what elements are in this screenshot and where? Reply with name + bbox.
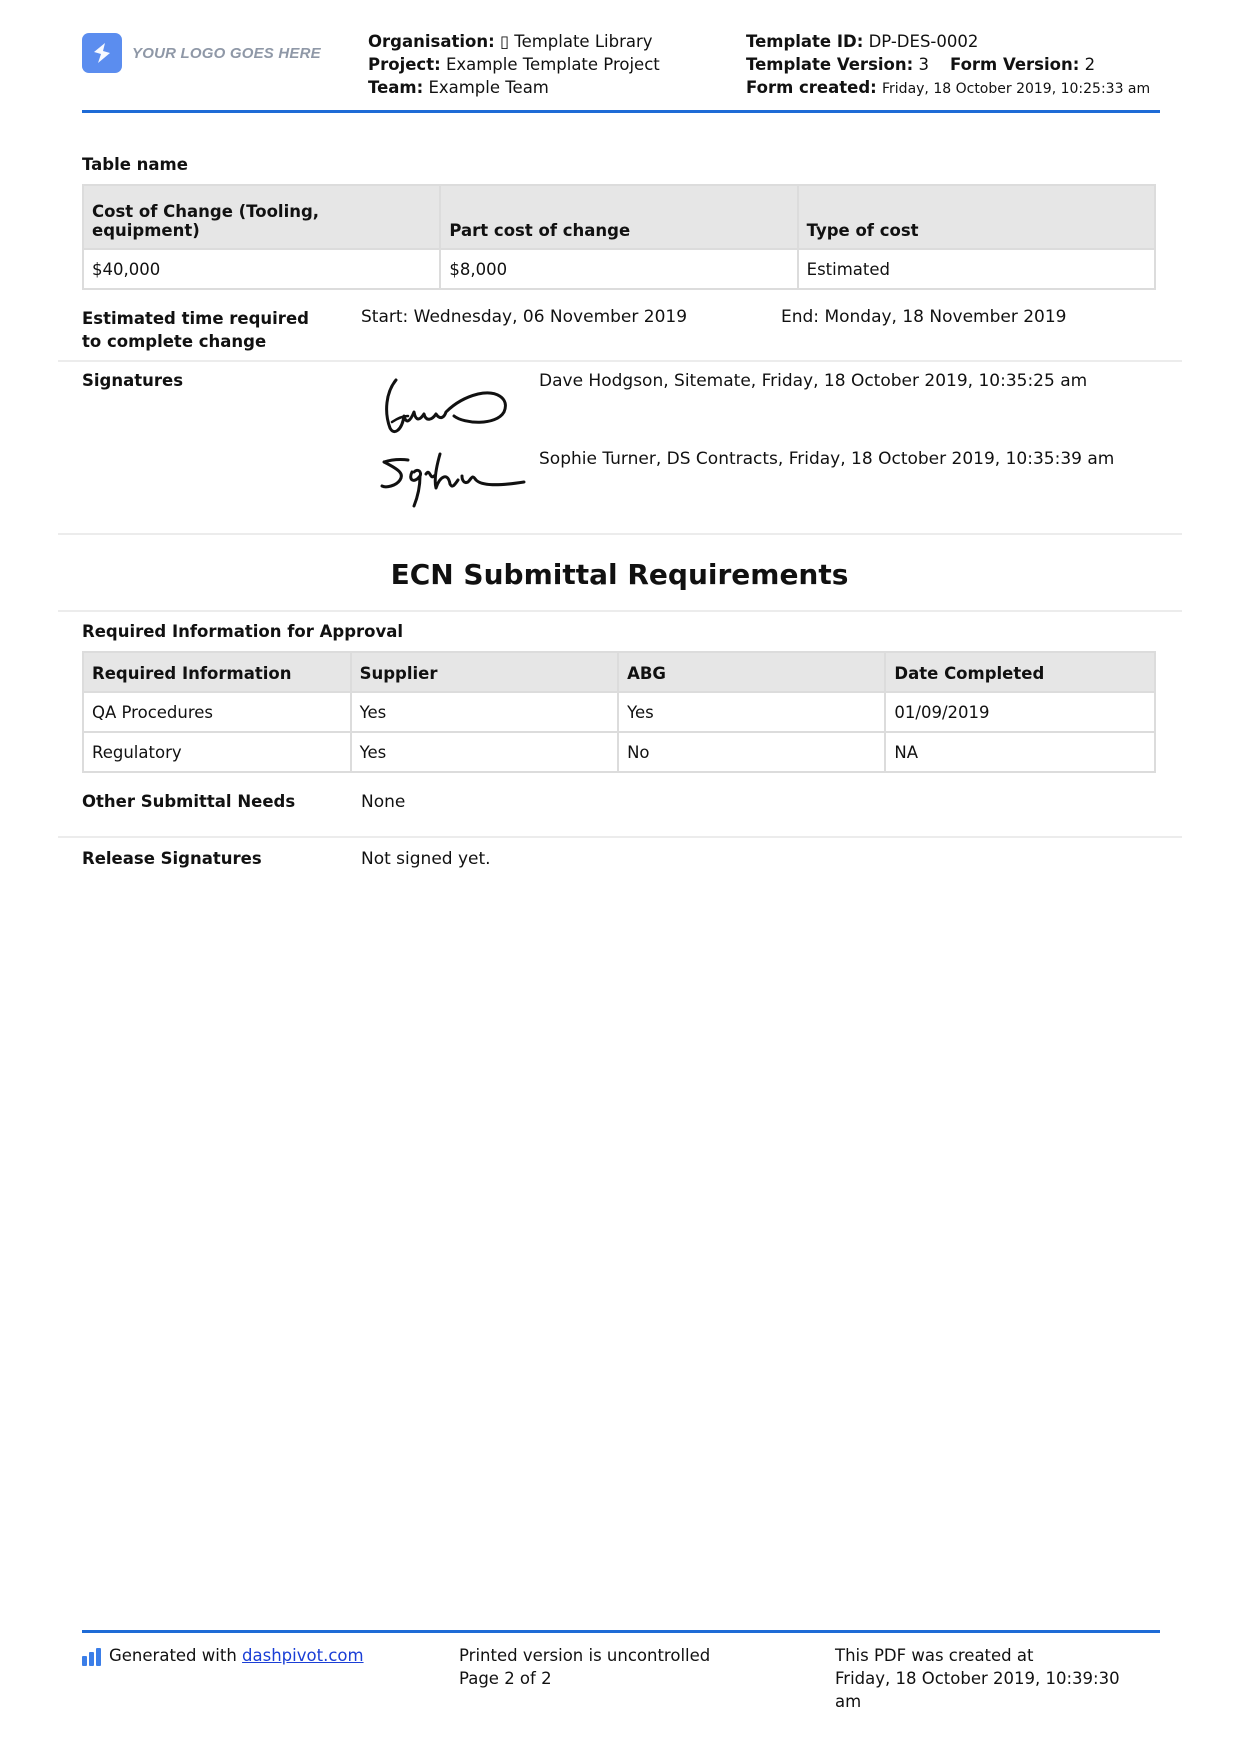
- table-cell: No: [618, 732, 885, 772]
- table-cell: Yes: [351, 732, 618, 772]
- company-logo: [82, 33, 321, 73]
- section-divider: [58, 836, 1182, 838]
- section-title: ECN Submittal Requirements: [390, 558, 849, 591]
- organisation-icon: ▯: [499, 32, 510, 51]
- table-cell: $8,000: [440, 249, 797, 289]
- team-label: Team:: [368, 78, 424, 97]
- cost-table: [82, 184, 1156, 290]
- table-header-row: [83, 185, 1155, 249]
- table-cell: Estimated: [798, 249, 1155, 289]
- signatures-label: Signatures: [82, 371, 184, 390]
- form-created-value: Friday, 18 October 2019, 10:25:33 am: [882, 81, 1151, 97]
- header-divider: [82, 110, 1160, 113]
- page-number: Page 2 of 2: [459, 1669, 552, 1688]
- footer-divider: [82, 1630, 1160, 1633]
- approval-table-title: Required Information for Approval: [82, 622, 404, 641]
- table-cell: NA: [885, 732, 1155, 772]
- uncontrolled-text: Printed version is uncontrolled: [459, 1646, 711, 1665]
- table-header-cell: Part cost of change: [440, 185, 797, 249]
- other-needs-label: Other Submittal Needs: [82, 792, 296, 811]
- table-header-cell: Required Information: [83, 652, 351, 692]
- table-row: [83, 249, 1155, 289]
- team-value: Example Team: [428, 78, 549, 97]
- table-cell: Yes: [618, 692, 885, 732]
- created-line-2: Friday, 18 October 2019, 10:39:30: [835, 1669, 1120, 1688]
- table-header-cell: Supplier: [351, 652, 618, 692]
- footer-generated: [82, 1644, 364, 1667]
- template-version-label: Template Version:: [746, 55, 914, 74]
- signature-text-1: Dave Hodgson, Sitemate, Friday, 18 October 2019, 10:35:25 am: [539, 371, 1088, 391]
- logo-icon: [82, 33, 122, 73]
- table-row: [83, 732, 1155, 772]
- form-created-label: Form created:: [746, 78, 877, 97]
- table-cell: Yes: [351, 692, 618, 732]
- form-version-label: Form Version:: [949, 55, 1080, 74]
- table-header-cell: ABG: [618, 652, 885, 692]
- other-needs-value: None: [361, 792, 406, 812]
- section-divider: [58, 360, 1182, 362]
- template-id-label: Template ID:: [746, 32, 864, 51]
- dashpivot-icon: [82, 1648, 101, 1666]
- page-header: [82, 30, 1160, 112]
- table-header-cell: Date Completed: [885, 652, 1155, 692]
- table-header-cell: Cost of Change (Tooling, equipment): [83, 185, 440, 249]
- organisation-label: Organisation:: [368, 32, 495, 51]
- table-cell: Regulatory: [83, 732, 351, 772]
- table-header-row: [83, 652, 1155, 692]
- release-signatures-value: Not signed yet.: [361, 849, 491, 869]
- footer-created: [835, 1644, 1135, 1713]
- time-required-end: End: Monday, 18 November 2019: [781, 307, 1067, 327]
- signature-text-2: Sophie Turner, DS Contracts, Friday, 18 October 2019, 10:35:39 am: [539, 449, 1115, 469]
- section-divider: [58, 533, 1182, 535]
- time-required-label: Estimated time required to complete change: [82, 309, 309, 351]
- template-version-value: 3: [918, 55, 929, 74]
- time-required-start: Start: Wednesday, 06 November 2019: [361, 307, 688, 327]
- project-value: Example Template Project: [445, 55, 660, 74]
- footer-uncontrolled: [459, 1644, 710, 1690]
- release-signatures-label: Release Signatures: [82, 849, 262, 868]
- table-cell: $40,000: [83, 249, 440, 289]
- header-org-info: [368, 30, 660, 99]
- organisation-value: Template Library: [514, 32, 653, 51]
- created-line-1: This PDF was created at: [835, 1646, 1034, 1665]
- generated-prefix: Generated with: [109, 1646, 237, 1665]
- created-line-3: am: [835, 1692, 862, 1711]
- table-row: [83, 692, 1155, 732]
- template-id-value: DP-DES-0002: [868, 32, 979, 51]
- signature-image-2: [378, 450, 528, 515]
- cost-table-title: Table name: [82, 155, 188, 174]
- table-cell: QA Procedures: [83, 692, 351, 732]
- form-version-value: 2: [1084, 55, 1096, 74]
- approval-table: [82, 651, 1156, 773]
- table-header-cell: Type of cost: [798, 185, 1155, 249]
- table-cell: 01/09/2019: [885, 692, 1155, 732]
- logo-text: YOUR LOGO GOES HERE: [132, 44, 321, 62]
- header-template-info: [746, 30, 1150, 101]
- signature-image-1: [378, 372, 518, 445]
- section-divider: [58, 610, 1182, 612]
- project-label: Project:: [368, 55, 441, 74]
- dashpivot-link[interactable]: dashpivot.com: [242, 1646, 364, 1665]
